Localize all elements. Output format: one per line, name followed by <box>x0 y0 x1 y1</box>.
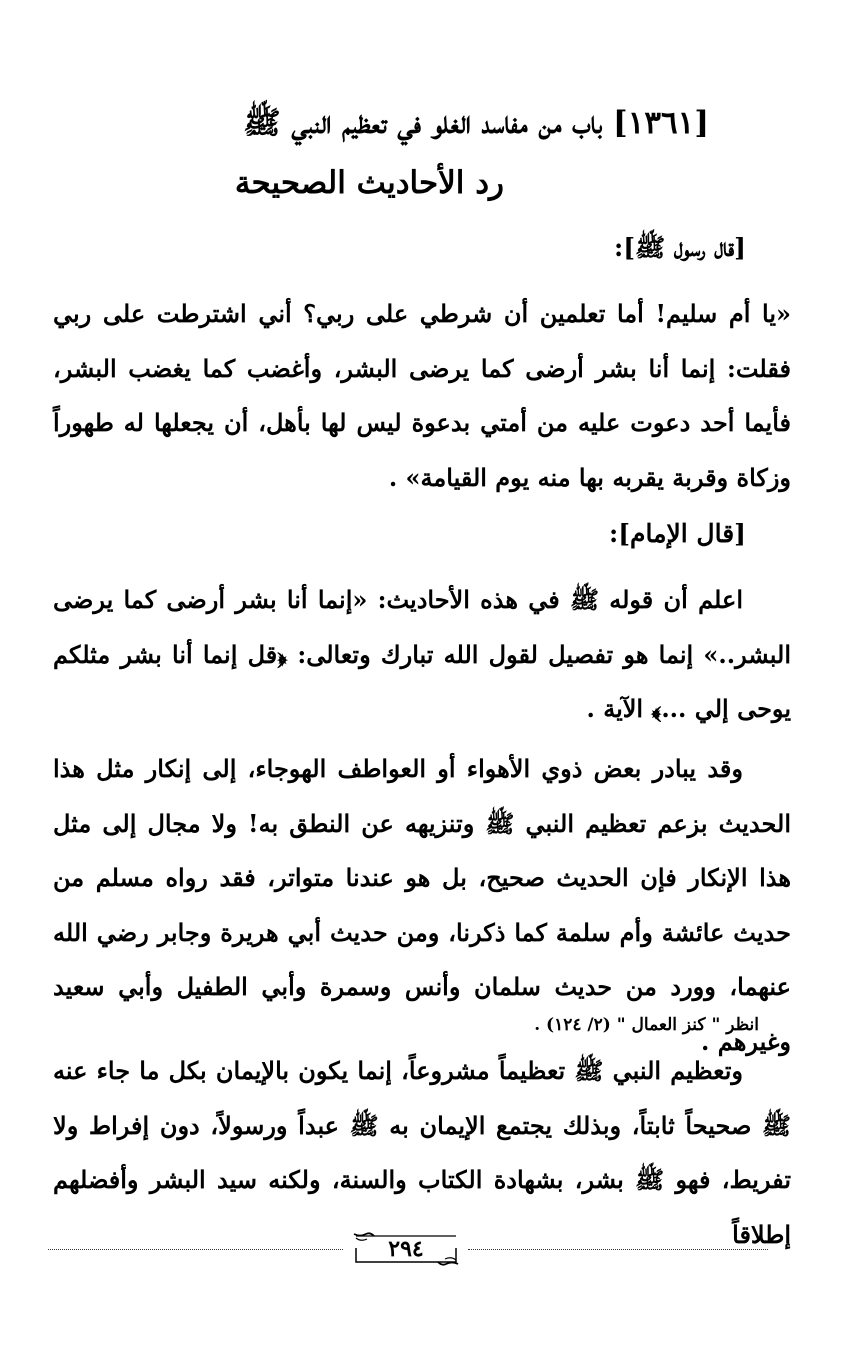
page-number-frame <box>350 1232 462 1266</box>
page-number: ٢٩٤ <box>388 1236 424 1262</box>
prophet-label: [قال رسول ﷺ]: <box>613 233 746 262</box>
chapter-title: [١٣٦١] باب من مفاسد الغلو في تعظيم النبي ﷺ <box>243 105 709 141</box>
hadith-text <box>53 287 791 505</box>
paragraph-2-text: وقد يبادر بعض ذوي الأهواء أو العواطف الهوجاء، إلى إنكار مثل هذا الحديث بزعم تعظيم النبي ﷺ وتنزيهه عن النطق به! ولا مجال إلى مثل هذا الإنكار فإن الحديث صحيح، بل هو عندنا متواتر، فقد رواه مسلم من حديث عائشة وأم سلمة كما ذكرنا، ومن حديث أبي هريرة وجابر رضي الله عنهما، وورد من حديث سلمان وأنس وسمرة وأبي الطفيل وأبي سعيد وغيرهم . <box>53 754 791 1056</box>
imam-label: [قال الإمام]: <box>608 519 746 548</box>
footer-rule-right <box>468 1249 768 1250</box>
imam-paragraph-3 <box>53 1044 791 1262</box>
reference-note: انظر " كنز العمال " (٢/ ١٢٤) . <box>534 1015 759 1035</box>
imam-paragraph-1 <box>53 573 791 737</box>
paragraph-3-text: وتعظيم النبي ﷺ تعظيماً مشروعاً، إنما يكون بالإيمان بكل ما جاء عنه ﷺ صحيحاً ثابتاً، وبذلك يجتمع الإيمان به ﷺ عبداً ورسولاً، دون إفراط ولا تفريط، فهو ﷺ بشر، بشهادة الكتاب والسنة، ولكنه سيد البشر وأفضلهم إطلاقاً <box>53 1056 791 1249</box>
chapter-subtitle: رد الأحاديث الصحيحة <box>234 165 504 201</box>
hadith-paragraph: «يا أم سليم! أما تعلمين أن شرطي على ربي؟ أني اشترطت على ربي فقلت: إنما أنا بشر أرضى كما يرضى البشر، وأغضب كما يغضب البشر، فأيما أحد دعوت عليه من أمتي بدعوة ليس لها بأهل، أن يجعلها له طهوراً وزكاة وقربة يقربه بها منه يوم القيامة» . <box>53 299 791 492</box>
footer-rule-left <box>48 1249 343 1250</box>
paragraph-1-text: اعلم أن قوله ﷺ في هذه الأحاديث: «إنما أنا بشر أرضى كما يرضى البشر..» إنما هو تفصيل لقول الله تبارك وتعالى: ﴿قل إنما أنا بشر مثلكم يوحى إلي ...﴾ الآية . <box>53 585 791 723</box>
